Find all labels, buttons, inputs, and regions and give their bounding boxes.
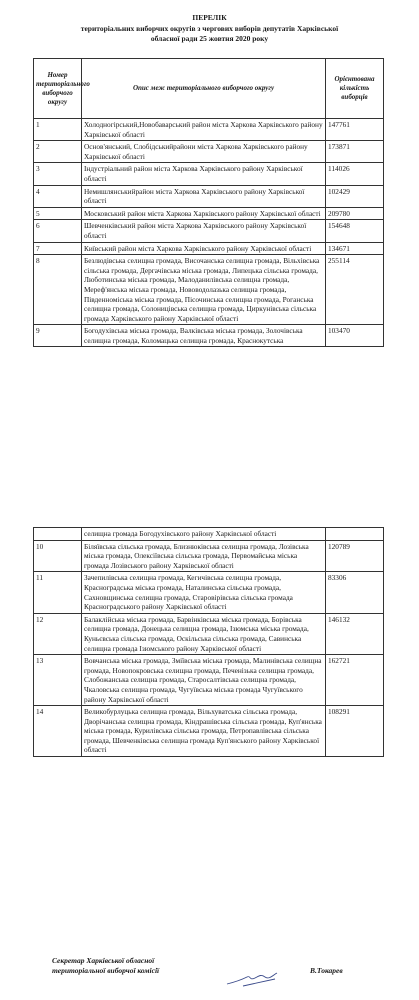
cell-number: 4 bbox=[34, 185, 82, 207]
cell-count: 147761 bbox=[326, 119, 384, 141]
cell-description: Шевченківський район міста Харкова Харківського району Харківської області bbox=[82, 220, 326, 242]
table-row bbox=[34, 655, 384, 706]
table-row bbox=[34, 185, 384, 207]
cell-number: 7 bbox=[34, 242, 82, 255]
cell-description: Вовчанська міська громада, Зміївська міська громада, Малинівська селищна громада, Новопокровська селищна громада, Печенізька селищна громада, Слобожанська селищна громада, Старосалтівська селищна громада, Чкаловська селищна громада, Чугуївська міська громада Чугуївського району Харківської області bbox=[82, 655, 326, 706]
table-row bbox=[34, 220, 384, 242]
footer-line1: Секретар Харківської обласної bbox=[52, 956, 155, 965]
signature-icon bbox=[225, 968, 285, 990]
cell-number: 10 bbox=[34, 540, 82, 572]
cell-count: 83306 bbox=[326, 572, 384, 613]
table-row bbox=[34, 613, 384, 654]
cell-number: 2 bbox=[34, 141, 82, 163]
cell-number: 8 bbox=[34, 255, 82, 325]
table-row bbox=[34, 119, 384, 141]
table-row bbox=[34, 540, 384, 572]
cell-description: Біляївська сільська громада, Близнюківська селищна громада, Лозівська міська громада, Олексіївська сільська громада, Первомайська міська громада Лозівського району Харківської області bbox=[82, 540, 326, 572]
cell-number: 13 bbox=[34, 655, 82, 706]
header-voter-count: Орієнтована кількість виборців bbox=[326, 59, 384, 119]
cell-number: 6 bbox=[34, 220, 82, 242]
cell-description: Зачепилівська селищна громада, Кегичівська селищна громада, Красноградська міська громада, Наталинська сільська громада, Сахновщинська селищна громада, Старовірівська сільська громада Красноградського району Харківської області bbox=[82, 572, 326, 613]
cell-count: 134671 bbox=[326, 242, 384, 255]
cell-description: Індустріальний район міста Харкова Харківського району Харківської області bbox=[82, 163, 326, 185]
cell-count: 154648 bbox=[326, 220, 384, 242]
document-title: ПЕРЕЛІК bbox=[192, 13, 227, 22]
cell-number: 14 bbox=[34, 706, 82, 757]
footer-signatory-name: В.Токарев bbox=[310, 966, 343, 975]
document-subtitle-date: обласної ради 25 жовтня 2020 року bbox=[150, 34, 269, 43]
cell-count: 114026 bbox=[326, 163, 384, 185]
cell-count: 162721 bbox=[326, 655, 384, 706]
cell-description: Київський район міста Харкова Харківського району Харківської області bbox=[82, 242, 326, 255]
cell-count bbox=[326, 528, 384, 541]
cell-description: Великобурлуцька селищна громада, Вільхуватська сільська громада, Дворічанська селищна громада, Кіндрашівська сільська громада, Куп'янська міська громада, Курилівська сільська громада, Петропавлівська сільська громада, Шевченківська селищна громада Куп'янського району Харківської області bbox=[82, 706, 326, 757]
table-row bbox=[34, 207, 384, 220]
cell-number: 12 bbox=[34, 613, 82, 654]
table-row-continuation bbox=[34, 528, 384, 541]
table-row bbox=[34, 163, 384, 185]
header-district-number: Номер територіального виборчого округу bbox=[34, 59, 82, 119]
cell-description: Безлюдівська селищна громада, Височанська селищна громада, Вільхівська сільська громада, Дергачівська міська громада, Липецька сільська громада, Люботинська міська громада, Малоданилівська селищна громада, Мереф'янська міська громада, Нововодолазька селищна громада, Південноміська міська громада, Пісочинська селищна громада, Роганська селищна громада, Солоницівська селищна громада, Циркунівська сільська громада Харківського району Харківської області bbox=[82, 255, 326, 325]
cell-number bbox=[34, 528, 82, 541]
cell-number: 1 bbox=[34, 119, 82, 141]
footer-secretary-title bbox=[52, 956, 159, 976]
cell-number: 11 bbox=[34, 572, 82, 613]
table-row bbox=[34, 572, 384, 613]
cell-count: 255114 bbox=[326, 255, 384, 325]
cell-count: 102429 bbox=[326, 185, 384, 207]
cell-description: Холодногірський,Новобаварський район міста Харкова Харківського району Харківської області bbox=[82, 119, 326, 141]
cell-count: 209780 bbox=[326, 207, 384, 220]
header-district-description: Опис меж територіального виборчого округу bbox=[82, 59, 326, 119]
cell-count: 120789 bbox=[326, 540, 384, 572]
cell-count: 103470 bbox=[326, 325, 384, 347]
cell-count: 108291 bbox=[326, 706, 384, 757]
cell-description: Богодухівська міська громада, Валківська міська громада, Золочівська селищна громада, Коломацька селищна громада, Краснокутська bbox=[82, 325, 326, 347]
cell-description: Немишлянськийрайон міста Харкова Харківського району Харківської області bbox=[82, 185, 326, 207]
table-row bbox=[34, 242, 384, 255]
cell-count: 146132 bbox=[326, 613, 384, 654]
cell-count: 173871 bbox=[326, 141, 384, 163]
footer-line2: територіальної виборчої комісії bbox=[52, 966, 160, 975]
cell-description: Балаклійська міська громада, Барвінківська міська громада, Борівська селищна громада, Донецька селищна громада, Ізюмська міська громада, Куньєвська сільська громада, Оскільська сільська громада, Савинська селищна громада Ізюмського району Харківської області bbox=[82, 613, 326, 654]
cell-description: Московський район міста Харкова Харківського району Харківської області bbox=[82, 207, 326, 220]
table-row bbox=[34, 141, 384, 163]
table-row bbox=[34, 325, 384, 347]
cell-number: 3 bbox=[34, 163, 82, 185]
cell-number: 5 bbox=[34, 207, 82, 220]
table-row bbox=[34, 255, 384, 325]
cell-description: селищна громада Богодухівського району Харківської області bbox=[82, 528, 326, 541]
districts-table-page1 bbox=[33, 58, 384, 347]
cell-description: Основ'янський, Слобідськийрайони міста Харкова Харківського району Харківської області bbox=[82, 141, 326, 163]
document-subtitle: територіальних виборчих округів з чергових виборів депутатів Харківської bbox=[80, 24, 339, 33]
table-row bbox=[34, 706, 384, 757]
cell-number: 9 bbox=[34, 325, 82, 347]
districts-table-page2 bbox=[33, 527, 384, 757]
